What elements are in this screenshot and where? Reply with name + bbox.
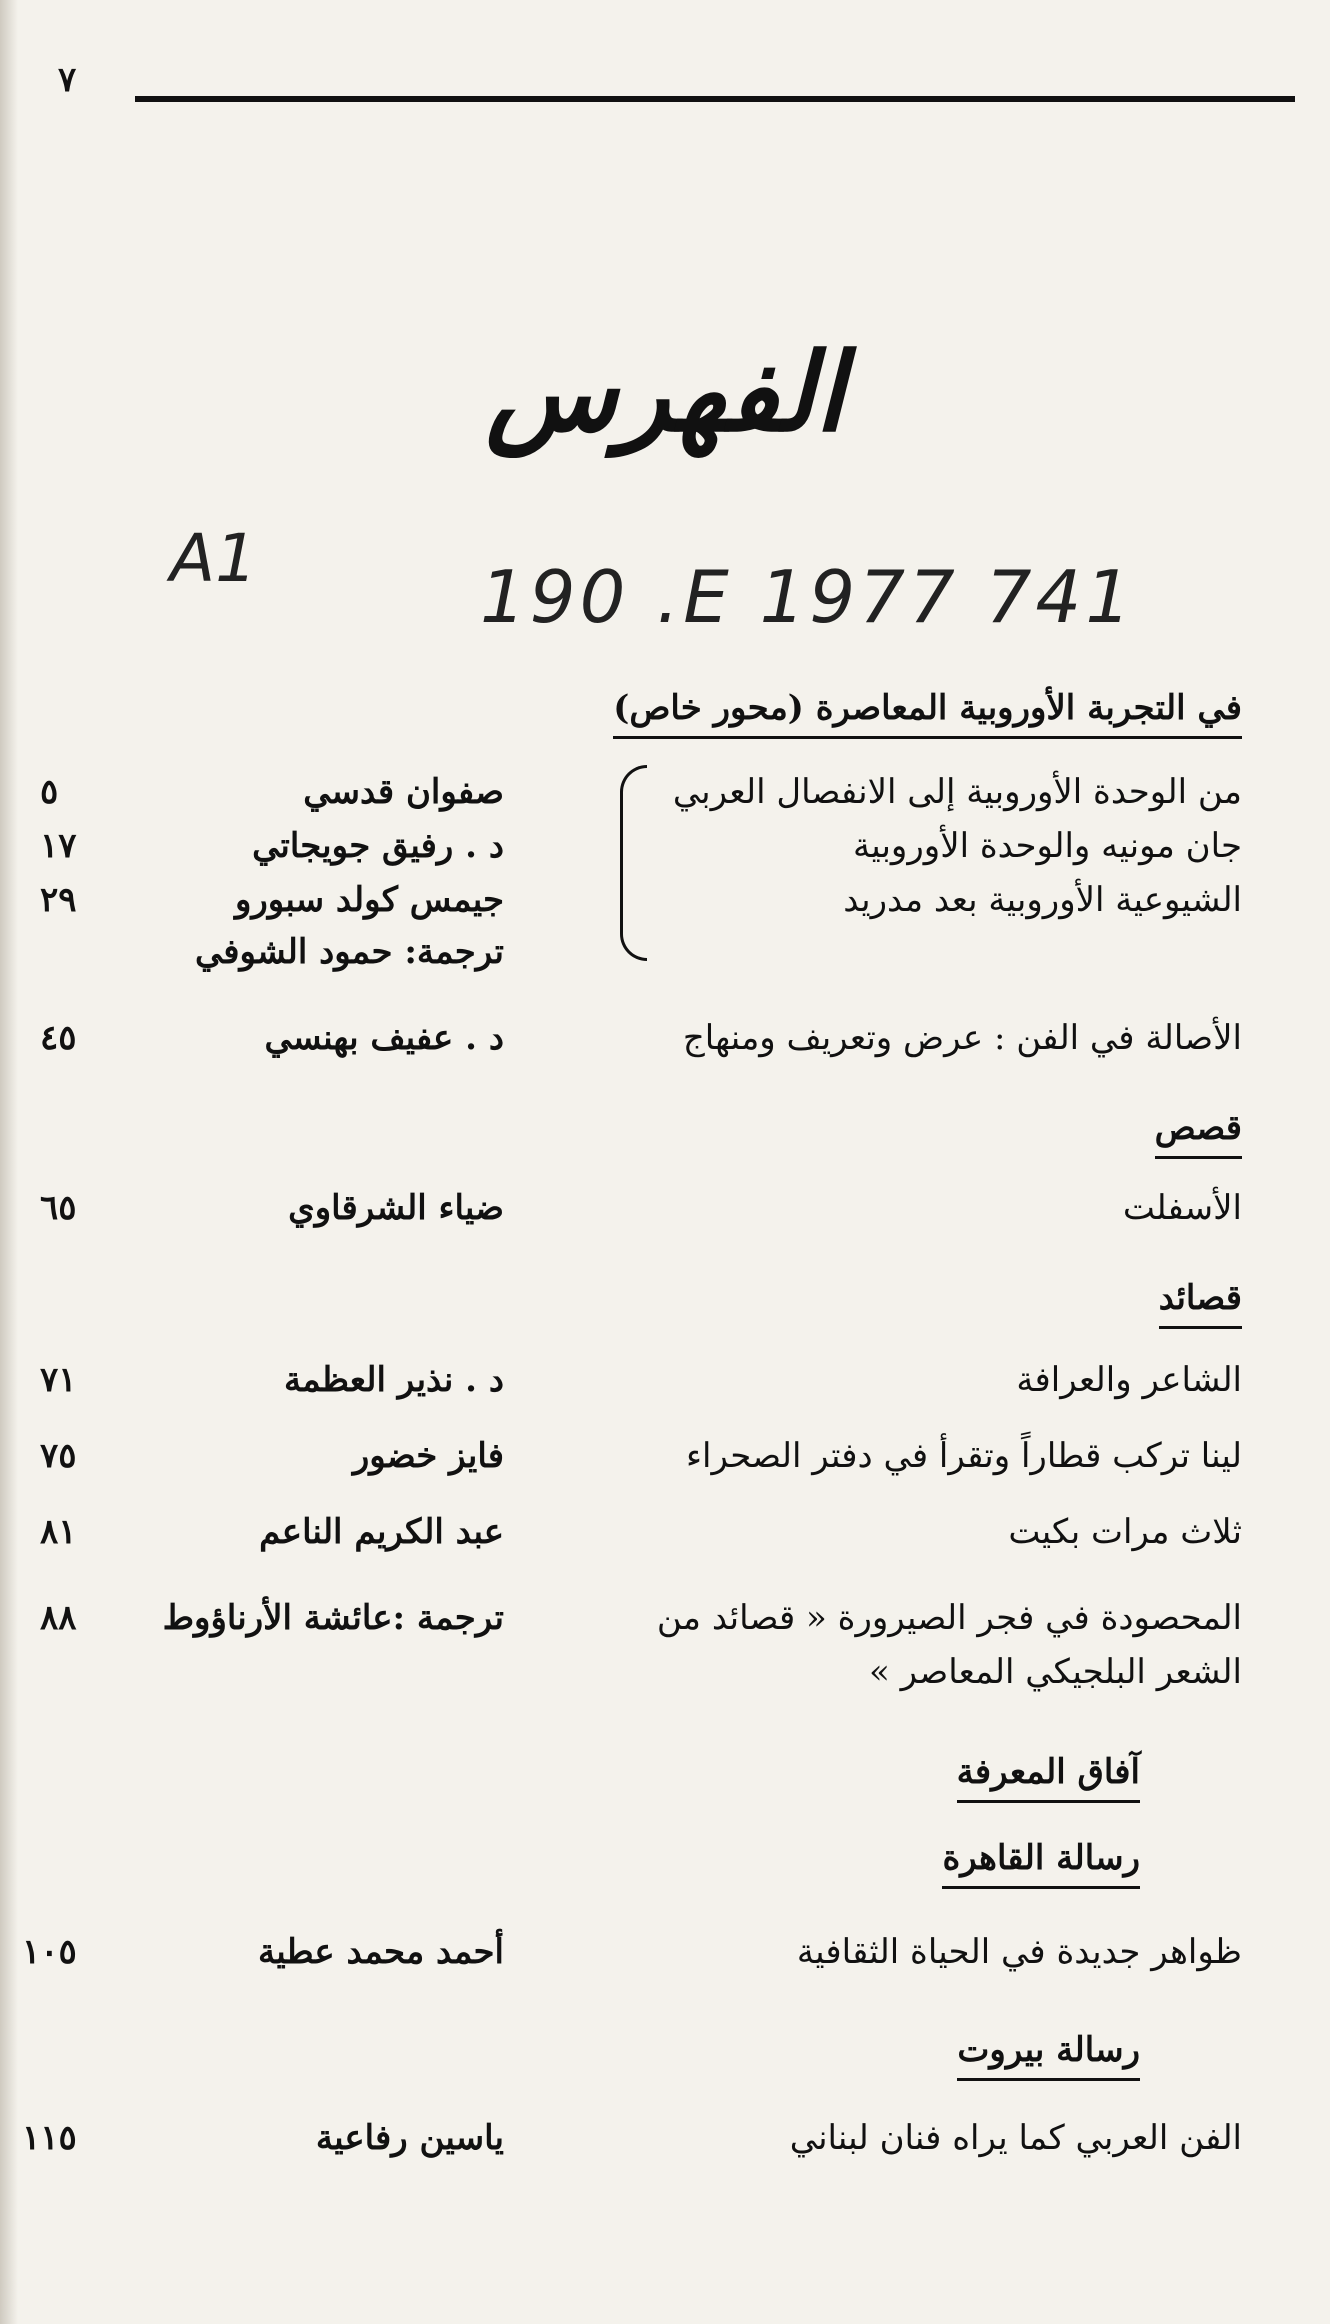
toc-page: ١٠٥ <box>22 1932 77 1972</box>
toc-author: جيمس كولد سبورو <box>234 880 504 920</box>
toc-page: ٦٥ <box>40 1188 77 1228</box>
toc-title: الأسفلت <box>1122 1188 1242 1228</box>
toc-title: الأصالة في الفن : عرض وتعريف ومنهاج <box>682 1018 1242 1058</box>
toc-title: الشيوعية الأوروبية بعد مدريد <box>843 880 1242 920</box>
toc-page: ٧١ <box>40 1360 77 1400</box>
header-rule <box>135 96 1295 102</box>
toc-row <box>0 1598 1330 1658</box>
toc-row <box>0 826 1330 886</box>
toc-title: من الوحدة الأوروبية إلى الانفصال العربي <box>672 772 1242 812</box>
horizons-heading: آفاق المعرفة <box>957 1752 1140 1803</box>
toc-author: د . عفيف بهنسي <box>264 1018 504 1058</box>
toc-author: ضياء الشرقاوي <box>288 1188 504 1228</box>
toc-author: د . نذير العظمة <box>283 1360 504 1400</box>
page-title: الفهرس <box>485 330 845 456</box>
toc-author: ترجمة :عائشة الأرناؤوط <box>162 1598 504 1638</box>
toc-page: ٧٥ <box>40 1436 77 1476</box>
toc-title: الفن العربي كما يراه فنان لبناني <box>789 2118 1242 2158</box>
toc-page: ٢٩ <box>40 880 77 920</box>
toc-page: ٤٥ <box>40 1018 77 1058</box>
toc-row <box>0 1018 1330 1078</box>
toc-title-continuation: الشعر البلجيكي المعاصر » <box>868 1652 1242 1692</box>
toc-row <box>0 1436 1330 1496</box>
toc-title: المحصودة في فجر الصيرورة « قصائد من <box>656 1598 1242 1638</box>
toc-author: أحمد محمد عطية <box>258 1932 504 1972</box>
toc-row <box>0 1188 1330 1248</box>
page-number: ٧ <box>58 60 77 100</box>
cairo-letter-heading: رسالة القاهرة <box>942 1838 1140 1889</box>
toc-page: ١١٥ <box>22 2118 77 2158</box>
toc-author: صفوان قدسي <box>303 772 504 812</box>
stories-heading: قصص <box>1155 1108 1242 1159</box>
toc-title: ظواهر جديدة في الحياة الثقافية <box>796 1932 1242 1972</box>
handwritten-note-left: A1 <box>170 520 258 597</box>
toc-page: ١٧ <box>40 826 77 866</box>
beirut-letter-heading: رسالة بيروت <box>957 2030 1140 2081</box>
toc-row <box>0 772 1330 832</box>
toc-title: الشاعر والعرافة <box>1016 1360 1242 1400</box>
toc-title: ثلاث مرات بكيت <box>1008 1512 1242 1552</box>
special-section-heading: في التجربة الأوروبية المعاصرة (محور خاص) <box>613 688 1242 739</box>
toc-author: فايز خضور <box>352 1436 504 1476</box>
toc-title: لينا تركب قطاراً وتقرأ في دفتر الصحراء <box>686 1436 1242 1476</box>
toc-row <box>0 880 1330 940</box>
toc-row <box>0 1512 1330 1572</box>
handwritten-catalog-code: 190 .E 1977 741 <box>480 555 1136 639</box>
toc-row <box>0 1360 1330 1420</box>
toc-row <box>0 1932 1330 1992</box>
toc-page: ٨٨ <box>40 1598 77 1638</box>
toc-page: ٥ <box>40 772 59 812</box>
toc-author: د . رفيق جويجاتي <box>252 826 504 866</box>
toc-author: ياسين رفاعية <box>315 2118 504 2158</box>
poems-heading: قصائد <box>1159 1278 1242 1329</box>
toc-translator: ترجمة: حمود الشوفي <box>194 932 504 972</box>
toc-row-continuation <box>0 1652 1330 1712</box>
toc-title: جان مونيه والوحدة الأوروبية <box>852 826 1242 866</box>
toc-author: عبد الكريم الناعم <box>259 1512 504 1552</box>
toc-row <box>0 2118 1330 2178</box>
toc-page: ٨١ <box>40 1512 77 1552</box>
